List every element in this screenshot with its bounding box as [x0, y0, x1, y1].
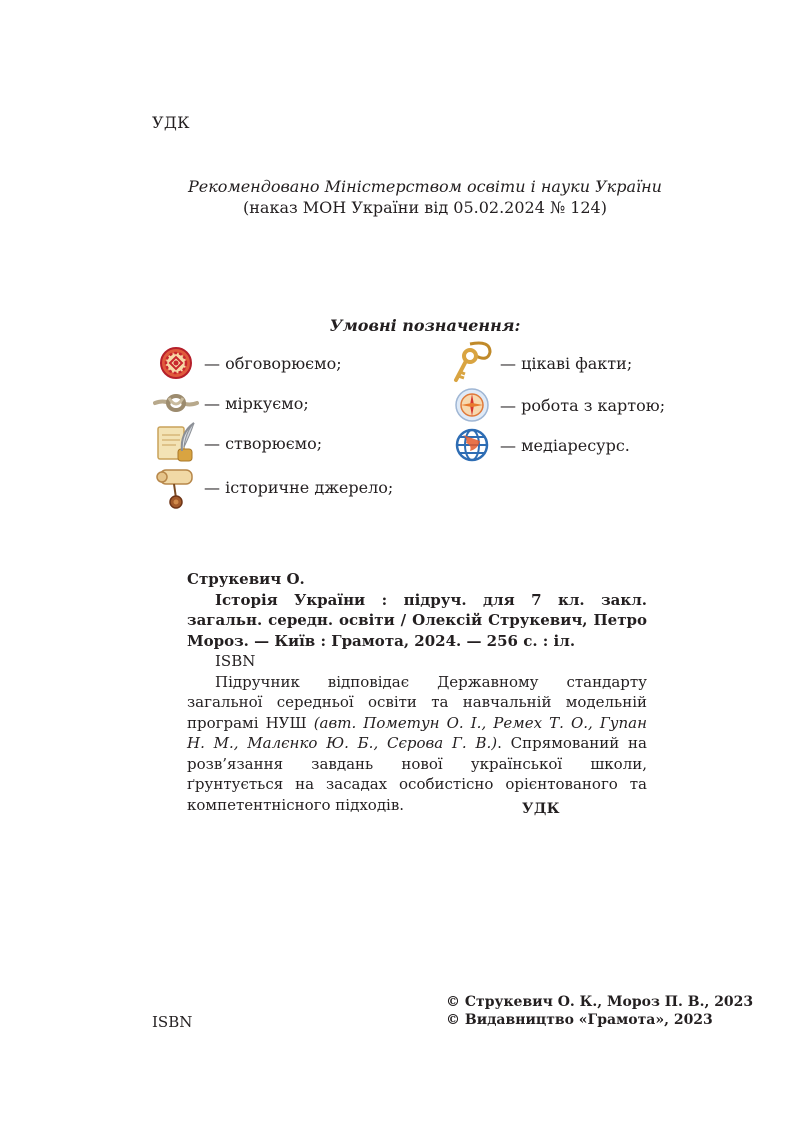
legend-item-discuss — [152, 343, 393, 383]
legend-column-left — [152, 343, 393, 511]
isbn-footer: ISBN — [152, 1013, 193, 1031]
legend-item-create — [152, 423, 393, 463]
legend-item-think — [152, 383, 393, 423]
legend-label: — робота з картою; — [500, 395, 666, 415]
legend-title: Умовні позначення: — [329, 316, 521, 335]
copyright-block — [446, 993, 753, 1029]
annotation-text: . Спрямований на розв’язання завдань нової української школи, ґрунтується на засадах особистісно орієнтованого та компетентнісного підходів. — [187, 734, 647, 814]
legend-label: — створюємо; — [204, 433, 323, 453]
annotation — [187, 672, 647, 816]
bibliographic-record — [187, 569, 647, 815]
legend-label: — міркуємо; — [204, 393, 309, 413]
legend-item-media — [448, 425, 665, 465]
udk-index: УДК — [522, 801, 561, 817]
globe-icon — [448, 423, 496, 467]
legend-item-facts — [448, 341, 665, 385]
author: Струкевич О. — [187, 570, 305, 588]
recommendation-block — [0, 176, 800, 218]
udk-header: УДК — [152, 113, 190, 132]
compass-rose-icon — [448, 383, 496, 427]
key-icon — [448, 341, 496, 385]
copyright-publisher: © Видавництво «Грамота», 2023 — [446, 1012, 713, 1028]
order-reference: (наказ МОН України від 05.02.2024 № 124) — [243, 198, 607, 217]
annotation-text: Підручник відповідає Державному стандарту загальної середньої освіти та навчальній модельній програмі НУШ — [187, 672, 647, 732]
isbn-placeholder: ISBN — [215, 652, 256, 670]
discussion-ornament-icon — [152, 341, 200, 385]
copyright-authors: © Струкевич О. К., Мороз П. В., 2023 — [446, 994, 754, 1010]
legend-label: — історичне джерело; — [204, 477, 394, 497]
knot-icon — [152, 381, 200, 425]
legend-label: — цікаві факти; — [500, 353, 633, 373]
legend-item-source — [152, 463, 393, 511]
program-authors: (авт. Пометун О. І., Ремех Т. О., Гупан Н. М., Малєнко Ю. Б., Сєрова Г. В.) — [187, 713, 647, 752]
legend-column-right — [448, 341, 665, 465]
book-title: Історія України : підруч. для 7 кл. закл. загальн. середн. освіти / Олексій Струкевич, Петро Мороз. — Київ : Грамота, 2024. — 256 с. : іл. — [187, 590, 647, 650]
recommendation-line: Рекомендовано Міністерством освіти і науки України — [188, 177, 662, 196]
legend-label: — обговорюємо; — [204, 353, 342, 373]
quill-scroll-icon — [152, 421, 200, 465]
legend-item-map — [448, 385, 665, 425]
sealed-scroll-icon — [152, 463, 200, 511]
legend-label: — медіаресурс. — [500, 435, 630, 455]
